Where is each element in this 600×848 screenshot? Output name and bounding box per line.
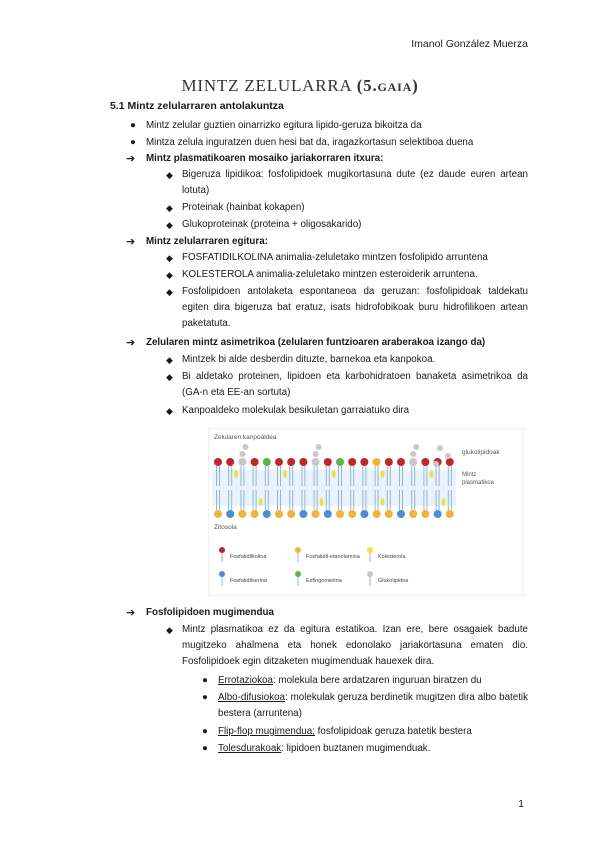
bullet-text: Mintza zelula inguratzen duen hesi bat da, iragazkortasun selektiboa duena: [146, 137, 474, 148]
glycan: [316, 444, 322, 450]
legend-label: Fosfatidilkolina: [230, 554, 267, 560]
lipid-head: [348, 458, 356, 466]
label-cytosol: Zitosola: [214, 524, 237, 531]
cholesterol: [332, 470, 336, 478]
movement-item: [218, 673, 528, 689]
legend-swatch: [367, 547, 373, 553]
lipid-head: [299, 510, 307, 518]
legend-label: Kolesterola: [378, 554, 406, 560]
lipid-head: [336, 458, 344, 466]
arrow-icon: ➔: [126, 153, 136, 165]
lipid-head: [214, 510, 222, 518]
list-item: Mintzek bi alde desberdin dituzte, barnekoa eta kanpokoa.: [182, 354, 436, 365]
arrow-icon: ➔: [126, 236, 136, 248]
lipid-head: [446, 458, 454, 466]
lipid-head: [226, 458, 234, 466]
lipid-head: [238, 510, 246, 518]
lipid-head: [263, 510, 271, 518]
lipid-head: [312, 510, 320, 518]
section-heading: 5.1 Mintz zelularraren antolakuntza: [110, 100, 284, 112]
lipid-head: [373, 510, 381, 518]
bullet-dot: ●: [202, 675, 208, 686]
lipid-head: [251, 458, 259, 466]
glycan: [413, 444, 419, 450]
legend-swatch: [219, 547, 225, 553]
movement-text: : lipidoen buztanen mugimenduak.: [281, 743, 431, 754]
lipid-head: [421, 510, 429, 518]
movement-term: Errotaziokoa: [218, 675, 273, 686]
movement-item: [218, 690, 528, 722]
lipid-head: [409, 510, 417, 518]
lipid-head: [446, 510, 454, 518]
list-item: KOLESTEROLA animalia-zeluletako mintzen esteroiderik arruntena.: [182, 269, 478, 280]
movement-text: : molekula bere ardatzaren inguruan biratzen du: [273, 675, 482, 686]
lipid-head: [385, 510, 393, 518]
lipid-head: [434, 510, 442, 518]
movement-term: Tolesdurakoak: [218, 743, 282, 754]
lipid-head: [324, 510, 332, 518]
legend-swatch: [367, 571, 373, 577]
glycan: [410, 451, 416, 457]
list-item: Fosfolipidoen antolaketa espontaneoa da geruzan: fosfolipidoak taldekatu egiten dira bigeruza bat eratuz, isats hidrofobikoak buru hidrofilikoen artean paketatuta.: [182, 286, 528, 329]
cholesterol: [442, 498, 446, 506]
arrow-heading: Mintz plasmatikoaren mosaiko jariakorraren itxura:: [146, 153, 384, 164]
lipid-head: [324, 458, 332, 466]
diamond-icon: ◆: [166, 203, 173, 213]
list-item: Kanpoaldeko molekulak besikuletan garraiatuko dira: [182, 405, 410, 416]
bullet-dot: ●: [202, 692, 208, 703]
bullet-dot: ●: [202, 743, 208, 754]
cholesterol: [234, 470, 238, 478]
bullet-text: Mintz zelular guztien oinarrizko egitura lipido-geruza bikoitza da: [146, 120, 422, 131]
diamond-icon: ◆: [166, 220, 173, 230]
movement-text: fosfolipidoak geruza batetik bestera: [314, 726, 472, 737]
label-extracellular: Zelularen kanpoaldea: [214, 434, 277, 441]
arrow-icon: ➔: [126, 607, 136, 619]
list-item: Glukoproteinak (proteina + oligosakarido): [182, 219, 362, 230]
page-title: [0, 76, 600, 96]
movement-item: [218, 724, 528, 740]
glycan: [445, 453, 451, 459]
diamond-icon: ◆: [166, 625, 173, 635]
diamond-icon: ◆: [166, 372, 173, 382]
lipid-head: [287, 510, 295, 518]
list-item: Bi aldetako proteinen, lipidoen eta karbohidratoen banaketa asimetrikoa da (GA-n eta EE-an sortuta): [182, 371, 528, 398]
diamond-icon: ◆: [166, 170, 173, 180]
lipid-head: [360, 510, 368, 518]
arrow-heading: Zelularen mintz asimetrikoa (zelularen funtzioaren araberakoa izango da): [146, 337, 486, 348]
lipid-head: [238, 458, 246, 466]
lipid-head: [409, 458, 417, 466]
cholesterol: [320, 498, 324, 506]
movement-item: [218, 741, 528, 757]
title-main: MINTZ ZELULARRA: [181, 76, 352, 95]
lipid-head: [275, 458, 283, 466]
label-glycolipids: glukolipidoak: [462, 449, 500, 456]
glycan: [242, 444, 248, 450]
arrow-heading: Mintz zelularraren egitura:: [146, 236, 268, 247]
lipid-head: [421, 458, 429, 466]
lipid-head: [360, 458, 368, 466]
diamond-icon: ◆: [166, 253, 173, 263]
lipid-head: [251, 510, 259, 518]
lipid-head: [263, 458, 271, 466]
diamond-icon: ◆: [166, 355, 173, 365]
lipid-head: [226, 510, 234, 518]
lipid-head: [299, 458, 307, 466]
cholesterol: [381, 498, 385, 506]
lipid-head: [385, 458, 393, 466]
diamond-icon: ◆: [166, 406, 173, 416]
diamond-icon: ◆: [166, 270, 173, 280]
glycan: [437, 445, 443, 451]
bullet-dot: ●: [202, 726, 208, 737]
lipid-head: [312, 458, 320, 466]
cholesterol: [259, 498, 263, 506]
bullet-dot: ●: [130, 120, 136, 131]
glycan: [313, 451, 319, 457]
movement-term: Flip-flop mugimendua;: [218, 726, 315, 737]
bullet-dot: ●: [130, 137, 136, 148]
list-item: Bigeruza lipidikoa: fosfolipidoek mugikortasuna dute (ez daude euren artean lotuta): [182, 169, 528, 196]
glycan: [239, 451, 245, 457]
legend-swatch: [295, 547, 301, 553]
cholesterol: [381, 470, 385, 478]
author-name: Imanol González Muerza: [411, 38, 528, 50]
legend-label: Fosfatidilserina: [230, 578, 267, 584]
glycan: [433, 461, 439, 467]
title-sub: (5.gaia): [356, 76, 419, 95]
lipid-head: [373, 458, 381, 466]
page-number: 1: [518, 798, 524, 810]
lipid-head: [214, 458, 222, 466]
lipid-head: [336, 510, 344, 518]
lipid-head: [397, 458, 405, 466]
legend-label: Fosfatidil-etanolamina: [306, 554, 360, 560]
arrow-icon: ➔: [126, 337, 136, 349]
label-membrane: Mintz plasmatikoa: [462, 472, 495, 486]
movement-term: Albo-difusiokoa: [218, 692, 285, 703]
intro-paragraph: Mintz plasmatikoa ez da egitura estatikoa. Izan ere, bere osagaiek badute mugitzeko ahalmena eta honek edonolako jariakortasuna ematen dio. Fosfolipidoek egin ditzaketen mugimenduak hauexek dira.: [182, 624, 528, 667]
lipid-head: [397, 510, 405, 518]
legend-swatch: [295, 571, 301, 577]
cholesterol: [429, 470, 433, 478]
legend-label: Glukolipidoa: [378, 578, 409, 584]
diamond-icon: ◆: [166, 287, 173, 297]
lipid-head: [275, 510, 283, 518]
lipid-head: [348, 510, 356, 518]
legend-label: Esfingomielina: [306, 578, 342, 584]
cholesterol: [283, 470, 287, 478]
arrow-heading: Fosfolipidoen mugimendua: [146, 607, 274, 618]
list-item: Proteinak (hainbat kokapen): [182, 202, 305, 213]
movement-text: : molekulak geruza berdinetik mugitzen dira albo batetik bestera (arruntena): [218, 692, 528, 719]
list-item: FOSFATIDILKOLINA animalia-zeluletako mintzen fosfolipido arruntena: [182, 252, 488, 263]
membrane-diagram: [208, 428, 524, 596]
legend-swatch: [219, 571, 225, 577]
lipid-head: [287, 458, 295, 466]
